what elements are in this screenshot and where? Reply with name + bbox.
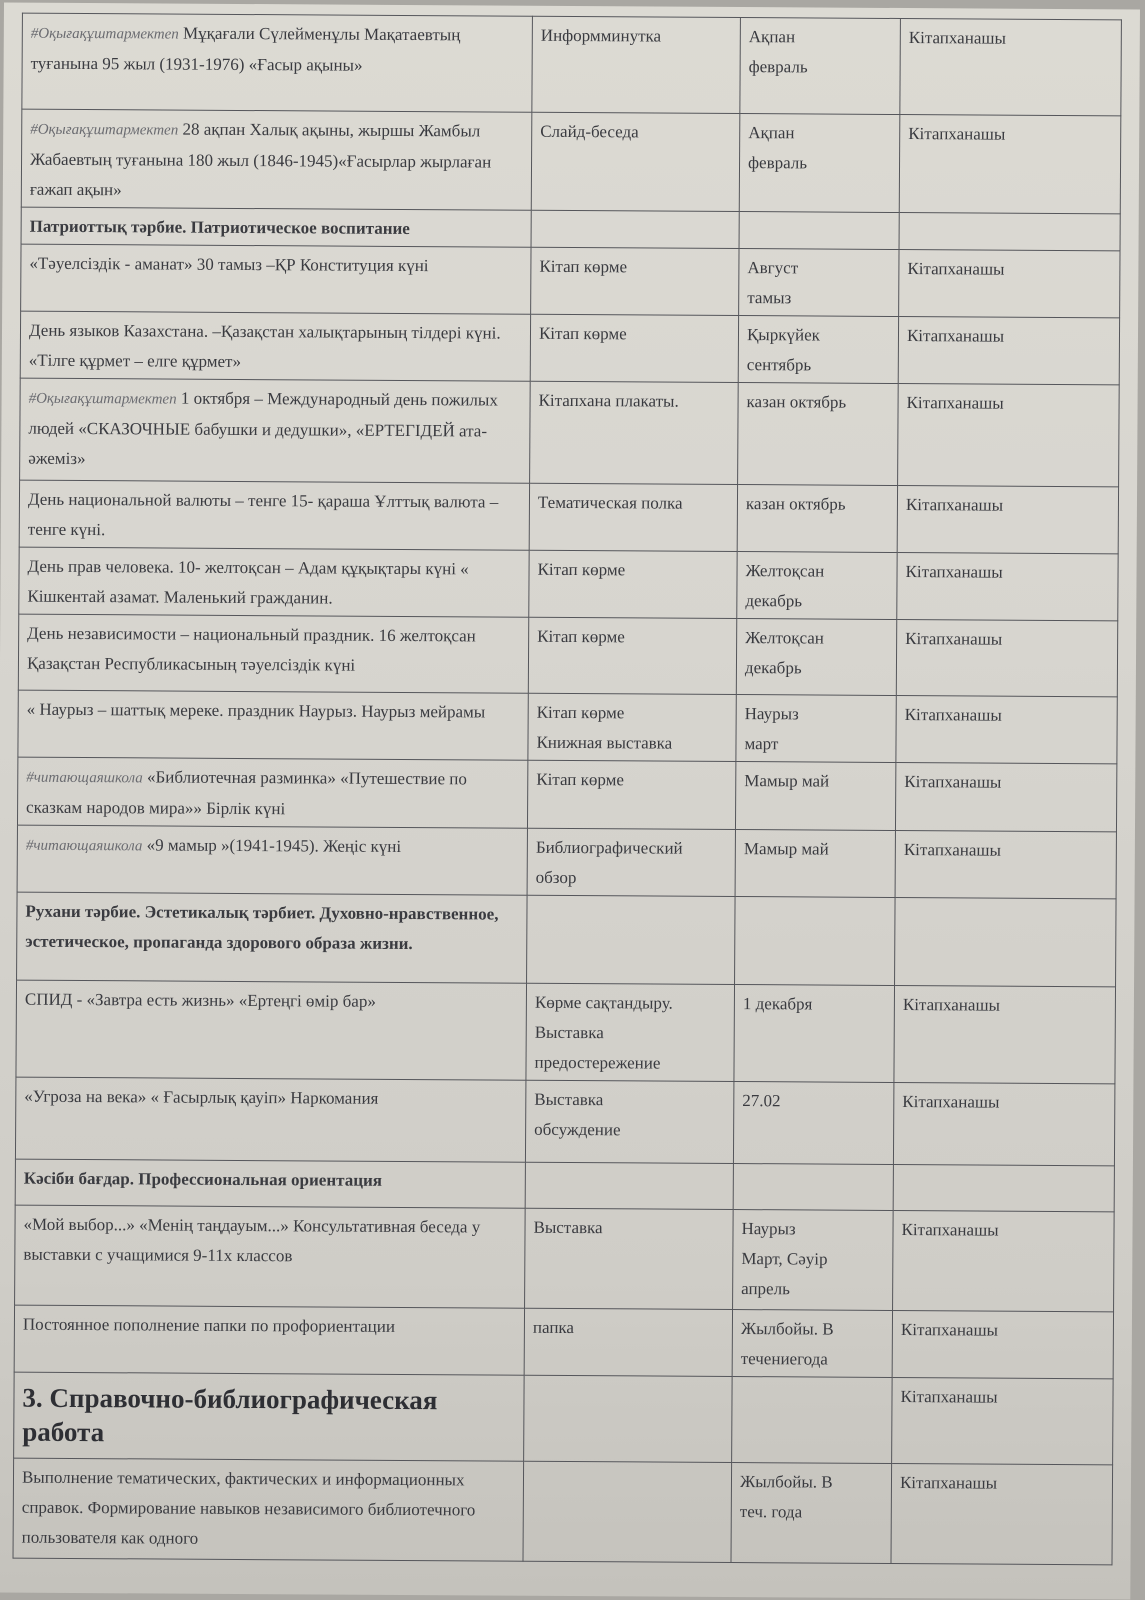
event-title-cell [15,1077,525,1162]
form-line: Кітап көрме [539,256,628,277]
responsible: Кітапханашы [904,705,1002,725]
responsible-cell [899,250,1120,318]
responsible-cell [893,1082,1114,1165]
date-cell [739,249,899,317]
plan-table [13,13,1122,1566]
responsible-cell [892,1377,1114,1464]
event-title: 3. Справочно-библиографическая работа [22,1382,438,1448]
date-cell [733,1164,893,1211]
event-title: «Угроза на века» « Ғасырлық қауіп» Наркомания [24,1086,379,1108]
form-line: папка [532,1317,575,1338]
event-title-cell [17,757,527,828]
form-cell [523,1461,732,1562]
event-title: «Тәуелсіздік - аманат» 30 тамыз –ҚР Конституция күні [29,253,429,276]
responsible-cell [899,213,1120,251]
responsible: Кітапханашы [908,28,1006,48]
event-title-cell [19,547,529,617]
event-title: День национальной валюты – тенге 15- қараша Ұлттық валюта – тенге күні. [27,489,499,540]
responsible-cell [896,619,1117,696]
paper-sheet [0,3,1140,1600]
form-cell [526,983,735,1081]
table-row [17,757,1116,832]
event-title-cell [20,311,530,381]
date-line: Август [747,258,799,278]
responsible: Кітапханашы [907,259,1005,279]
table-row [20,378,1120,487]
event-title-cell [18,690,528,760]
event-title: День независимости – национальный праздник. 16 желтоқсан Қазақстан Республикасының тәуелсіздік күні [26,623,476,675]
date-line: 1 декабря [742,994,813,1014]
responsible-cell [893,1210,1115,1311]
form-line: Слайд-беседа [540,121,639,142]
table-row [15,1205,1115,1312]
date-cell [736,695,896,763]
table-row [18,690,1117,764]
event-title: День прав человека. 10- желтоқсан – Адам құқықтары күні « Кішкентай азамат. Маленький гражданин. [27,556,469,608]
date-line: тамыз [747,288,792,308]
event-title-cell [14,1372,525,1461]
form-cell [525,1208,734,1309]
form-line: Кітап көрме [537,626,625,647]
form-line: Көрме сақтандыру. [534,992,673,1013]
date-line: Ақпан [748,27,796,47]
responsible: Кітапханашы [900,1387,998,1407]
responsible-cell [895,897,1117,986]
responsible: Кітапханашы [904,772,1002,792]
date-line: Март, Сәуір [741,1249,828,1269]
form-line: Кітапхана плакаты. [538,390,679,411]
date-line: казан октябрь [745,494,846,514]
responsible-cell [895,762,1116,831]
responsible-cell [900,19,1122,116]
date-cell [735,762,895,831]
form-line: Выставка [533,1217,603,1238]
form-line: Информминутка [540,25,662,46]
date-cell [734,985,895,1083]
plan-table-body [13,13,1121,1565]
event-title-cell [21,244,531,314]
table-row [15,1077,1114,1166]
event-title: «9 мамыр »(1941-1945). Жеңіс күні [146,835,402,856]
date-cell [738,316,898,384]
form-cell [531,247,739,315]
event-title-cell [15,1205,526,1308]
table-row [20,311,1119,385]
event-title: СПИД - «Завтра есть жизнь» «Ертеңгі өмір бар» [24,989,376,1011]
form-cell [528,617,736,694]
date-line: апрель [741,1279,790,1299]
event-title: Постоянное пополнение папки по профориентации [22,1314,396,1336]
form-line: Библиографический [535,837,683,858]
form-cell [531,112,740,211]
event-title-cell [20,378,531,483]
date-line: Желтоқсан [745,561,825,581]
section-row [14,1372,1114,1465]
date-cell [735,830,895,898]
hashtag: #Оқығақұштармектеп [28,390,177,408]
responsible-cell [898,383,1120,486]
table-row [14,1305,1113,1379]
date-line: Наурыз [744,704,799,724]
form-cell [531,210,739,248]
event-title: Патриоттық тәрбие. Патриотическое воспитание [29,216,410,239]
date-cell [732,1377,893,1464]
event-title: « Наурыз – шаттық мереке. праздник Наурыз. Наурыз мейрамы [26,699,486,722]
table-row [22,13,1122,116]
table-row [19,480,1118,554]
event-title: 28 ақпан Халық ақыны, жыршы Жамбыл Жабаевтың туғанына 180 жыл (1846-1945)«Ғасырлар жырлаған ғажап ақын» [29,119,492,200]
date-line: Жылбойы. В [740,1319,834,1339]
event-title: 1 октября – Международный день пожилых людей «СКАЗОЧНЫЕ бабушки и дедушки», «ЕРТЕГІДЕЙ ата-әжеміз» [28,388,498,469]
date-cell [733,1082,893,1165]
event-title-cell [16,980,527,1080]
date-line: Наурыз [741,1219,796,1239]
event-title-cell [22,13,533,112]
form-cell [527,895,736,984]
date-line: теч. года [739,1502,803,1522]
form-cell [527,828,735,896]
event-title: «Библиотечная разминка» «Путешествие по сказкам народов мира»» Бірлік күні [26,767,467,819]
table-row [13,1458,1113,1565]
event-title-cell [13,1458,524,1561]
date-cell [735,897,896,986]
responsible: Кітапханашы [899,1473,998,1493]
responsible: Кітапханашы [905,562,1003,582]
date-cell [733,1210,894,1311]
event-title: «Мой выбор...» «Менің таңдауым...» Консультативная беседа у выставки с учащимися 9-11х классов [23,1214,481,1266]
responsible-cell [896,695,1117,763]
event-title-cell [21,109,532,210]
event-title-cell [18,614,528,693]
form-cell [527,760,735,829]
table-row [21,244,1120,318]
responsible: Кітапханашы [906,393,1004,413]
responsible-cell [899,115,1121,214]
date-line: Жылбойы. В [739,1472,833,1492]
responsible-cell [897,485,1118,553]
table-row [21,109,1121,214]
responsible-cell [898,317,1119,385]
table-row [17,825,1116,899]
section-row [17,892,1117,987]
responsible-cell [893,1164,1114,1211]
hashtag: #читающаяшкола [26,769,143,787]
responsible: Кітапханашы [906,326,1005,346]
date-line: Қыркүйек [746,325,820,345]
date-cell [732,1310,892,1378]
responsible: Кітапханашы [902,1092,1000,1112]
date-cell [740,18,901,115]
form-cell [524,1308,732,1376]
responsible: Кітапханашы [900,1320,999,1340]
event-title: Кәсіби бағдар. Профессиональная ориентация [23,1168,383,1190]
event-title-cell [17,892,528,983]
form-cell [529,483,737,551]
responsible-cell [897,552,1118,620]
form-line: Тематическая полка [537,492,683,513]
form-line: Книжная выставка [536,732,673,753]
table-row [19,547,1118,621]
responsible-cell [895,830,1116,898]
date-line: Мамыр май [744,771,830,791]
form-cell [530,314,738,382]
date-line: сентябрь [746,355,812,375]
form-line: Выставка [534,1089,604,1110]
event-title: Рухани тәрбие. Эстетикалық тәрбиет. Духовно-нравственное, эстетическое, пропаганда здорового образа жизни. [25,901,499,954]
date-line: Желтоқсан [745,628,824,648]
event-title: День языков Казахстана. –Қазақстан халықтарының тілдері күні. «Тілге құрмет – елге құрмет» [28,320,501,371]
form-line: обсуждение [534,1119,621,1140]
date-cell [737,485,897,553]
hashtag: #Оқығақұштармектеп [30,25,179,43]
form-cell [529,550,737,618]
date-line: течениегода [740,1349,828,1369]
date-cell [739,114,900,213]
date-cell [736,619,896,696]
hashtag: #читающаяшкола [25,837,143,855]
form-line: Выставка [534,1022,604,1043]
event-title-cell [15,1159,525,1208]
form-line: обзор [535,867,577,888]
date-cell [739,212,899,250]
form-cell [532,16,741,113]
date-line: Мамыр май [743,839,829,859]
event-title: Выполнение тематических, фактических и информационных справок. Формирование навыков независимого библиотечного пользователя как одного [21,1467,476,1548]
date-line: март [744,734,779,754]
form-line: Кітап көрме [536,769,625,790]
event-title-cell [19,480,529,550]
responsible-cell [894,985,1116,1083]
responsible: Кітапханашы [905,495,1004,515]
table-row [16,980,1116,1084]
event-title: Мұқағали Сүлейменұлы Мақатаевтың туғанына 95 жыл (1931-1976) «Ғасыр ақыны» [30,23,461,75]
form-line: Кітап көрме [537,559,626,580]
date-line: февраль [748,57,808,77]
form-line: Кітап көрме [536,702,625,723]
form-line: предостережение [534,1052,661,1073]
responsible: Кітапханашы [905,629,1003,649]
event-title-cell [14,1305,524,1375]
date-line: декабрь [745,591,803,611]
responsible: Кітапханашы [901,1220,999,1240]
date-cell [731,1463,892,1564]
date-line: декабрь [744,658,802,678]
table-row [18,614,1117,697]
event-title-cell [21,207,531,247]
date-line: казан октябрь [746,392,847,412]
date-cell [738,383,899,486]
responsible: Кітапханашы [908,124,1006,144]
responsible: Кітапханашы [902,995,1001,1015]
date-line: Ақпан [748,123,795,143]
form-cell [524,1375,733,1462]
event-title-cell [17,825,527,895]
date-line: 27.02 [742,1091,781,1111]
form-line: Кітап көрме [538,323,627,344]
form-cell [528,693,736,761]
hashtag: #Оқығақұштармектеп [30,121,179,139]
section-row [15,1159,1114,1212]
responsible: Кітапханашы [903,840,1002,860]
responsible-cell [892,1310,1113,1378]
form-cell [525,1080,733,1163]
form-cell [530,381,739,484]
date-line: февраль [747,153,808,173]
responsible-cell [891,1463,1113,1564]
form-cell [525,1162,733,1209]
date-cell [737,552,897,620]
